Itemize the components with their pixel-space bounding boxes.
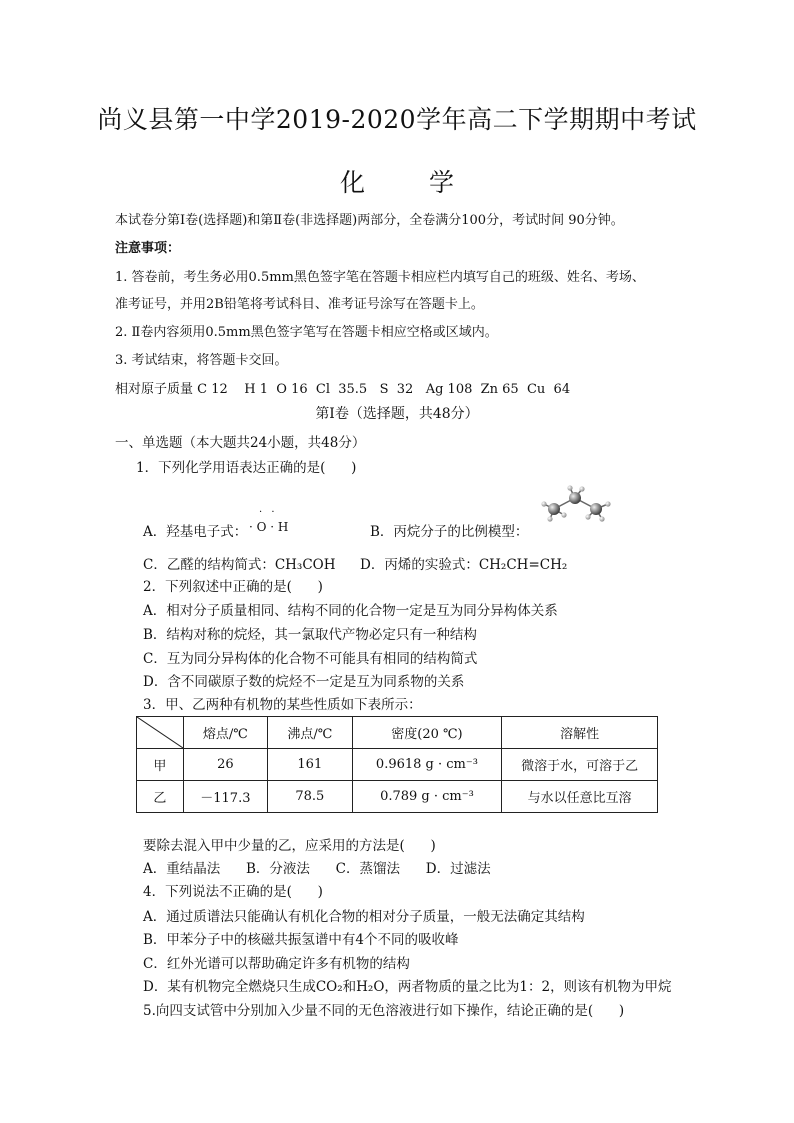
q1-option-c: C．乙醛的结构简式：CH₃COH bbox=[143, 557, 336, 573]
q1-option-b: B．丙烷分子的比例模型： bbox=[370, 524, 529, 540]
q4-option-a: A．通过质谱法只能确认有机化合物的相对分子质量，一般无法确定其结构 bbox=[143, 909, 585, 925]
section-1-heading: 一、单选题（本大题共24小题，共48分） bbox=[115, 435, 366, 451]
q3-properties-table bbox=[136, 716, 658, 813]
note-1-line-2: 准考证号，并用2B铅笔将考试科目、准考证号涂写在答题卡上。 bbox=[115, 297, 484, 312]
table-row bbox=[137, 781, 658, 813]
q5-stem: 5.向四支试管中分别加入少量不同的无色溶液进行如下操作，结论正确的是( ) bbox=[143, 1003, 625, 1019]
q2-option-d: D．含不同碳原子数的烷烃不一定是互为同系物的关系 bbox=[143, 674, 465, 690]
table-cell: 甲 bbox=[137, 749, 184, 781]
table-cell: 78.5 bbox=[268, 781, 352, 813]
q3-stem: 3．甲、乙两种有机物的某些性质如下表所示： bbox=[143, 697, 422, 713]
q2-option-b: B．结构对称的烷烃，其一氯取代产物必定只有一种结构 bbox=[143, 627, 477, 643]
q2-stem: 2．下列叙述中正确的是( ) bbox=[143, 579, 323, 595]
section-1-title: 第Ⅰ卷（选择题，共48分） bbox=[315, 406, 479, 422]
table-cell: 0.9618 g · cm⁻³ bbox=[352, 749, 502, 781]
note-2: 2. Ⅱ卷内容须用0.5mm黑色签字笔写在答题卡相应空格或区域内。 bbox=[115, 325, 498, 340]
propane-model-image bbox=[536, 484, 618, 524]
q4-option-d: D．某有机物完全燃烧只生成CO₂和H₂O，两者物质的量之比为1：2，则该有机物为甲烷 bbox=[143, 979, 672, 995]
table-header-cell: 密度(20 ℃) bbox=[352, 717, 502, 749]
q4-option-c: C．红外光谱可以帮助确定许多有机物的结构 bbox=[143, 956, 410, 972]
q2-option-c: C．互为同分异构体的化合物不可能具有相同的结构简式 bbox=[143, 651, 478, 667]
table-header-row bbox=[137, 717, 658, 749]
table-cell: 与水以任意比互溶 bbox=[502, 781, 658, 813]
diagonal-line bbox=[137, 717, 183, 748]
table-cell: 乙 bbox=[137, 781, 184, 813]
table-cell: 161 bbox=[268, 749, 352, 781]
subject-title: 化 学 bbox=[340, 168, 482, 197]
table-cell: 26 bbox=[183, 749, 267, 781]
table-cell: 0.789 g · cm⁻³ bbox=[352, 781, 502, 813]
table-row bbox=[137, 749, 658, 781]
table-cell: －117.3 bbox=[183, 781, 267, 813]
exam-description: 本试卷分第Ⅰ卷(选择题)和第Ⅱ卷(非选择题)两部分，全卷满分100分，考试时间 90分钟。 bbox=[115, 213, 624, 228]
notes-heading: 注意事项： bbox=[115, 241, 181, 256]
note-3: 3. 考试结束，将答题卡交回。 bbox=[115, 353, 288, 368]
q1-stem: 1．下列化学用语表达正确的是( ) bbox=[136, 460, 357, 476]
q4-stem: 4．下列说法不正确的是( ) bbox=[143, 884, 323, 900]
q1-option-a-label: A．羟基电子式： bbox=[143, 524, 248, 540]
q1-option-a-formula: · O · H bbox=[249, 520, 289, 534]
q3-options: A．重结晶法 B．分液法 C．蒸馏法 D．过滤法 bbox=[143, 861, 491, 877]
q1-option-d: D．丙烯的实验式：CH₂CH=CH₂ bbox=[360, 557, 568, 573]
note-1-line-1: 1. 答卷前，考生务必用0.5mm黑色签字笔在答题卡相应栏内填写自己的班级、姓名、考场、 bbox=[115, 270, 645, 285]
q4-option-b: B．甲苯分子中的核磁共振氢谱中有4个不同的吸收峰 bbox=[143, 932, 459, 948]
q1-option-a-dots: · · bbox=[259, 507, 278, 518]
exam-title: 尚义县第一中学2019-2020学年高二下学期期中考试 bbox=[97, 105, 697, 134]
table-header-cell: 溶解性 bbox=[502, 717, 658, 749]
table-header-cell: 沸点/℃ bbox=[268, 717, 352, 749]
table-cell: 微溶于水，可溶于乙 bbox=[502, 749, 658, 781]
table-diagonal-cell bbox=[137, 717, 184, 749]
q3-question: 要除去混入甲中少量的乙，应采用的方法是( ) bbox=[143, 838, 436, 854]
atomic-masses: 相对原子质量 C 12 H 1 O 16 Cl 35.5 S 32 Ag 108 Zn 65 Cu 64 bbox=[115, 382, 571, 397]
table-header-cell: 熔点/℃ bbox=[183, 717, 267, 749]
q2-option-a: A．相对分子质量相同、结构不同的化合物一定是互为同分异构体关系 bbox=[143, 603, 558, 619]
